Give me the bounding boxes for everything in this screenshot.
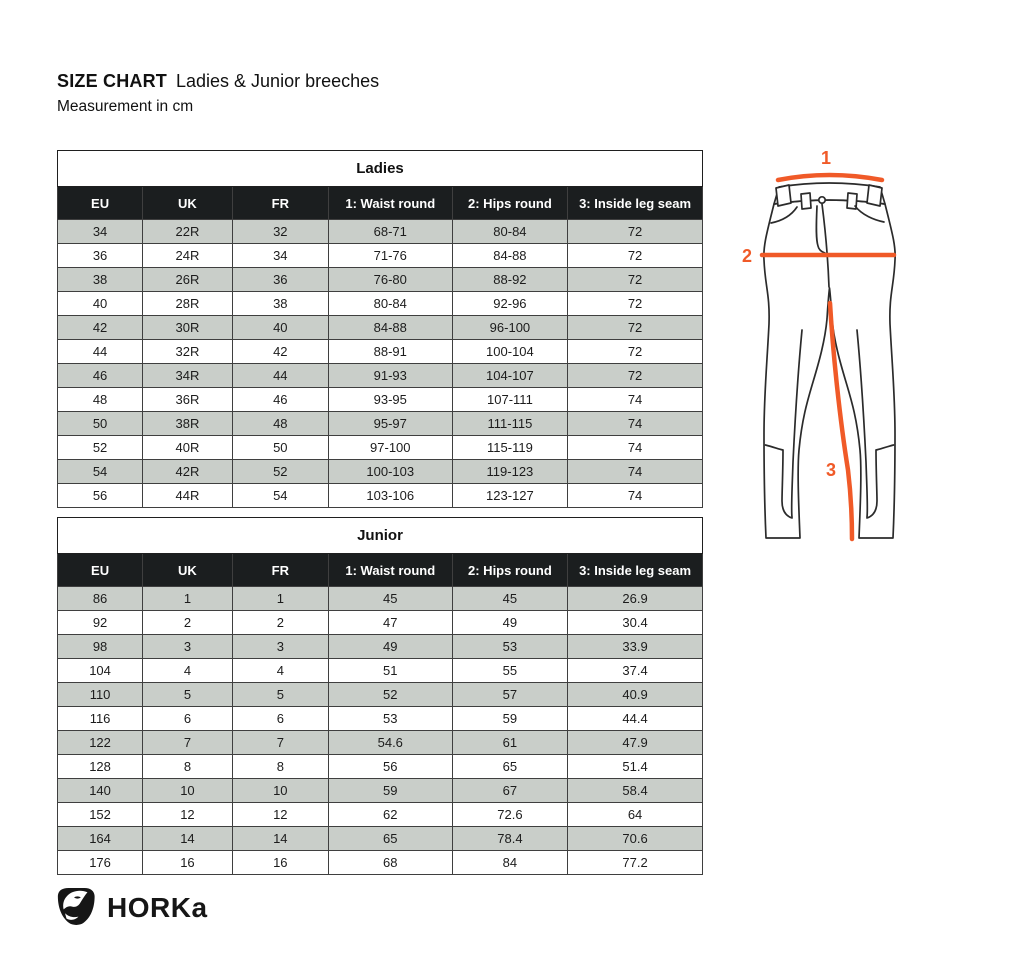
- table-cell: 36: [58, 244, 143, 268]
- measurement-unit-note: Measurement in cm: [57, 98, 194, 115]
- table-cell: 52: [328, 683, 452, 707]
- table-cell: 51.4: [568, 755, 703, 779]
- table-cell: 122: [58, 731, 143, 755]
- table-cell: 32R: [143, 340, 233, 364]
- table-cell: 44: [58, 340, 143, 364]
- table-cell: 22R: [143, 220, 233, 244]
- table-row: [58, 683, 703, 707]
- table-cell: 1: [232, 587, 328, 611]
- table-cell: 84-88: [328, 316, 452, 340]
- table-cell: 2: [232, 611, 328, 635]
- table-title-row: [58, 518, 703, 554]
- table-cell: 88-91: [328, 340, 452, 364]
- table-cell: 54.6: [328, 731, 452, 755]
- table-cell: 5: [143, 683, 233, 707]
- table-cell: 140: [58, 779, 143, 803]
- table-cell: 10: [232, 779, 328, 803]
- table-cell: 32: [232, 220, 328, 244]
- table-cell: 74: [568, 412, 703, 436]
- table-cell: 46: [232, 388, 328, 412]
- table-cell: 2: [143, 611, 233, 635]
- table-title: Junior: [58, 518, 703, 554]
- table-cell: 34: [58, 220, 143, 244]
- table-cell: 104: [58, 659, 143, 683]
- table-cell: 84-88: [452, 244, 567, 268]
- page-title-bold: SIZE CHART: [57, 71, 167, 91]
- table-cell: 74: [568, 388, 703, 412]
- table-cell: 26R: [143, 268, 233, 292]
- table-cell: 72: [568, 364, 703, 388]
- table-cell: 12: [143, 803, 233, 827]
- table-cell: 7: [232, 731, 328, 755]
- table-cell: 62: [328, 803, 452, 827]
- breeches-measurement-diagram: [728, 136, 918, 556]
- table-cell: 30R: [143, 316, 233, 340]
- table-cell: 56: [328, 755, 452, 779]
- table-cell: 34R: [143, 364, 233, 388]
- table-cell: 92-96: [452, 292, 567, 316]
- measure-label-3: 3: [825, 460, 837, 480]
- column-header: UK: [143, 187, 233, 220]
- table-cell: 40R: [143, 436, 233, 460]
- table-cell: 116: [58, 707, 143, 731]
- table-cell: 74: [568, 436, 703, 460]
- table-cell: 57: [452, 683, 567, 707]
- table-row: [58, 659, 703, 683]
- column-header: 3: Inside leg seam: [568, 187, 703, 220]
- table-cell: 48: [232, 412, 328, 436]
- table-row: [58, 827, 703, 851]
- table-cell: 93-95: [328, 388, 452, 412]
- table-cell: 16: [143, 851, 233, 875]
- table-cell: 48: [58, 388, 143, 412]
- brand-footer: [55, 886, 208, 930]
- table-body: [58, 220, 703, 508]
- table-cell: 42R: [143, 460, 233, 484]
- table-cell: 38: [58, 268, 143, 292]
- table-cell: 10: [143, 779, 233, 803]
- page-header: [57, 70, 379, 116]
- table-title: Ladies: [58, 151, 703, 187]
- table-cell: 55: [452, 659, 567, 683]
- table-cell: 46: [58, 364, 143, 388]
- table-cell: 84: [452, 851, 567, 875]
- size-table: [57, 150, 703, 508]
- table-row: [58, 755, 703, 779]
- table-cell: 88-92: [452, 268, 567, 292]
- table-cell: 3: [232, 635, 328, 659]
- measure-label-1: 1: [820, 148, 832, 168]
- column-header: 2: Hips round: [452, 187, 567, 220]
- table-cell: 152: [58, 803, 143, 827]
- table-cell: 59: [328, 779, 452, 803]
- table-cell: 107-111: [452, 388, 567, 412]
- table-cell: 86: [58, 587, 143, 611]
- table-row: [58, 779, 703, 803]
- table-cell: 56: [58, 484, 143, 508]
- table-cell: 70.6: [568, 827, 703, 851]
- table-cell: 72: [568, 340, 703, 364]
- table-cell: 38: [232, 292, 328, 316]
- waist-measure-line: [778, 175, 882, 180]
- table-cell: 76-80: [328, 268, 452, 292]
- table-cell: 64: [568, 803, 703, 827]
- table-cell: 6: [232, 707, 328, 731]
- table-cell: 71-76: [328, 244, 452, 268]
- table-row: [58, 412, 703, 436]
- table-cell: 95-97: [328, 412, 452, 436]
- table-row: [58, 484, 703, 508]
- page-title: [57, 70, 379, 92]
- table-row: [58, 388, 703, 412]
- table-cell: 53: [328, 707, 452, 731]
- table-cell: 44R: [143, 484, 233, 508]
- table-cell: 103-106: [328, 484, 452, 508]
- table-cell: 4: [232, 659, 328, 683]
- table-cell: 80-84: [328, 292, 452, 316]
- table-cell: 14: [143, 827, 233, 851]
- table-row: [58, 340, 703, 364]
- table-cell: 40: [58, 292, 143, 316]
- table-cell: 4: [143, 659, 233, 683]
- measure-label-2: 2: [741, 246, 753, 266]
- table-cell: 80-84: [452, 220, 567, 244]
- table-row: [58, 292, 703, 316]
- table-row: [58, 244, 703, 268]
- table-cell: 42: [58, 316, 143, 340]
- table-cell: 6: [143, 707, 233, 731]
- table-cell: 24R: [143, 244, 233, 268]
- table-cell: 36: [232, 268, 328, 292]
- column-header: EU: [58, 187, 143, 220]
- table-cell: 45: [452, 587, 567, 611]
- table-row: [58, 436, 703, 460]
- table-cell: 53: [452, 635, 567, 659]
- column-header: 3: Inside leg seam: [568, 554, 703, 587]
- table-cell: 104-107: [452, 364, 567, 388]
- column-header: FR: [232, 554, 328, 587]
- table-cell: 128: [58, 755, 143, 779]
- table-cell: 61: [452, 731, 567, 755]
- table-cell: 8: [232, 755, 328, 779]
- table-row: [58, 460, 703, 484]
- table-cell: 97-100: [328, 436, 452, 460]
- table-cell: 100-103: [328, 460, 452, 484]
- table-cell: 59: [452, 707, 567, 731]
- table-cell: 1: [143, 587, 233, 611]
- table-cell: 65: [452, 755, 567, 779]
- column-header: 1: Waist round: [328, 187, 452, 220]
- column-header: EU: [58, 554, 143, 587]
- table-cell: 47: [328, 611, 452, 635]
- table-cell: 44.4: [568, 707, 703, 731]
- table-row: [58, 364, 703, 388]
- table-cell: 92: [58, 611, 143, 635]
- table-row: [58, 220, 703, 244]
- table-cell: 72: [568, 244, 703, 268]
- table-cell: 16: [232, 851, 328, 875]
- table-cell: 68: [328, 851, 452, 875]
- table-cell: 72: [568, 268, 703, 292]
- table-cell: 72: [568, 292, 703, 316]
- table-cell: 111-115: [452, 412, 567, 436]
- column-header: FR: [232, 187, 328, 220]
- button-icon: [819, 197, 825, 203]
- table-cell: 72.6: [452, 803, 567, 827]
- table-row: [58, 851, 703, 875]
- table-cell: 176: [58, 851, 143, 875]
- table-cell: 67: [452, 779, 567, 803]
- table-cell: 33.9: [568, 635, 703, 659]
- table-cell: 50: [58, 412, 143, 436]
- page-title-rest: Ladies & Junior breeches: [176, 71, 380, 91]
- table-cell: 98: [58, 635, 143, 659]
- table-cell: 52: [232, 460, 328, 484]
- table-body: [58, 587, 703, 875]
- table-cell: 7: [143, 731, 233, 755]
- table-row: [58, 635, 703, 659]
- table-cell: 115-119: [452, 436, 567, 460]
- table-cell: 96-100: [452, 316, 567, 340]
- brand-wordmark: HORKa: [107, 892, 208, 923]
- table-cell: 74: [568, 460, 703, 484]
- table-cell: 14: [232, 827, 328, 851]
- table-cell: 74: [568, 484, 703, 508]
- table-cell: 65: [328, 827, 452, 851]
- column-header: UK: [143, 554, 233, 587]
- breeches-outline-illustration: [764, 183, 895, 538]
- table-cell: 54: [232, 484, 328, 508]
- table-row: [58, 707, 703, 731]
- table-cell: 110: [58, 683, 143, 707]
- column-header: 1: Waist round: [328, 554, 452, 587]
- table-cell: 68-71: [328, 220, 452, 244]
- table-cell: 26.9: [568, 587, 703, 611]
- table-cell: 52: [58, 436, 143, 460]
- table-cell: 12: [232, 803, 328, 827]
- table-cell: 78.4: [452, 827, 567, 851]
- table-cell: 51: [328, 659, 452, 683]
- table-cell: 36R: [143, 388, 233, 412]
- table-row: [58, 731, 703, 755]
- table-cell: 54: [58, 460, 143, 484]
- table-cell: 3: [143, 635, 233, 659]
- table-cell: 30.4: [568, 611, 703, 635]
- table-cell: 5: [232, 683, 328, 707]
- size-table: [57, 517, 703, 875]
- table-cell: 47.9: [568, 731, 703, 755]
- table-cell: 28R: [143, 292, 233, 316]
- table-cell: 164: [58, 827, 143, 851]
- table-header-row: [58, 187, 703, 220]
- table-cell: 45: [328, 587, 452, 611]
- table-cell: 40.9: [568, 683, 703, 707]
- table-cell: 49: [452, 611, 567, 635]
- horka-shield-horse-icon: [55, 886, 97, 930]
- table-cell: 72: [568, 316, 703, 340]
- table-cell: 49: [328, 635, 452, 659]
- table-cell: 100-104: [452, 340, 567, 364]
- table-cell: 91-93: [328, 364, 452, 388]
- table-cell: 42: [232, 340, 328, 364]
- table-cell: 119-123: [452, 460, 567, 484]
- table-cell: 40: [232, 316, 328, 340]
- table-cell: 38R: [143, 412, 233, 436]
- table-cell: 37.4: [568, 659, 703, 683]
- junior-size-table: [57, 517, 703, 875]
- table-cell: 34: [232, 244, 328, 268]
- table-row: [58, 587, 703, 611]
- table-cell: 58.4: [568, 779, 703, 803]
- ladies-size-table: [57, 150, 703, 508]
- table-row: [58, 316, 703, 340]
- table-cell: 44: [232, 364, 328, 388]
- table-row: [58, 803, 703, 827]
- table-row: [58, 611, 703, 635]
- table-cell: 77.2: [568, 851, 703, 875]
- table-cell: 50: [232, 436, 328, 460]
- table-cell: 123-127: [452, 484, 567, 508]
- table-cell: 72: [568, 220, 703, 244]
- table-cell: 8: [143, 755, 233, 779]
- column-header: 2: Hips round: [452, 554, 567, 587]
- table-title-row: [58, 151, 703, 187]
- table-header-row: [58, 554, 703, 587]
- table-row: [58, 268, 703, 292]
